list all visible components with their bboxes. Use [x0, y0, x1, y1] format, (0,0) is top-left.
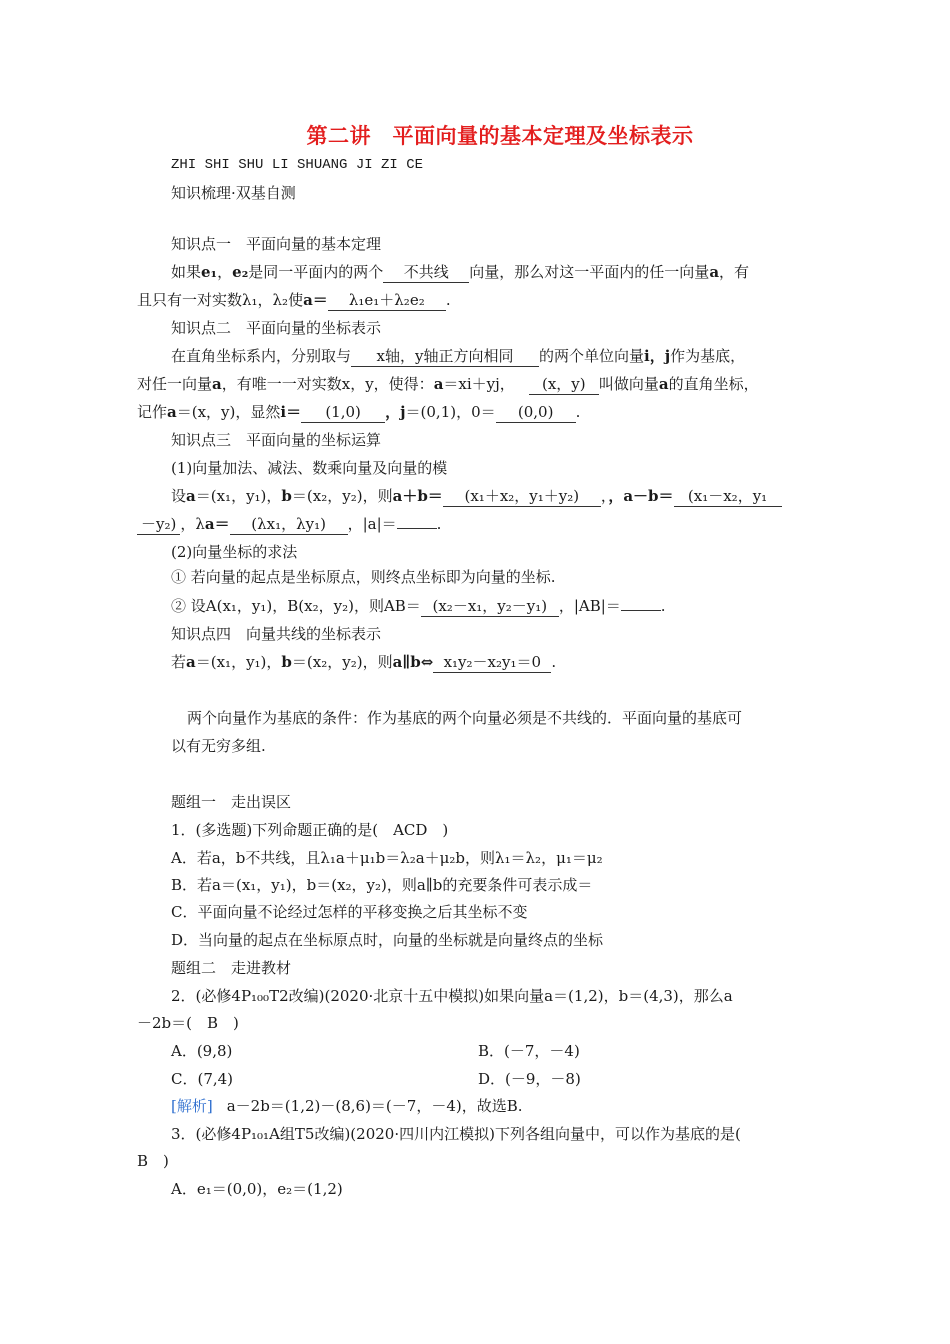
kp3-text: ② 设A(x₁，y₁)，B(x₂，y₂)，则AB＝	[171, 597, 421, 615]
kp4-text: ＝(x₂，y₂)，则	[291, 653, 393, 671]
blank-answer: (x₂－x₁，y₂－y₁)	[421, 596, 559, 617]
a-symbol: a	[658, 375, 669, 393]
q2-analysis	[171, 1096, 523, 1116]
a-symbol: a	[709, 263, 720, 281]
question-3-line1: 3．(必修4P₁₀₁A组T5改编)(2020·四川内江模拟)下列各组向量中，可以作为基底的是(	[171, 1125, 741, 1143]
ij-symbols: i，j	[644, 347, 671, 365]
kp2-text: 叫做向量	[598, 375, 659, 393]
kp1-line1: 如果e₁，e₂是同一平面内的两个 不共线 向量，那么对这一平面内的任一向量a，有	[171, 263, 750, 281]
question-3-line2: B )	[137, 1152, 169, 1170]
kp1-text: 向量，那么对这一平面内的任一向量	[469, 263, 710, 281]
section-heading: 知识梳理·双基自测	[171, 184, 296, 202]
blank-ab-modulus	[621, 610, 661, 611]
kp1-line2	[137, 290, 451, 311]
a-symbol: a＝	[204, 515, 230, 533]
blank-answer: (x，y)	[529, 374, 599, 395]
period: .	[551, 653, 557, 671]
blank-answer: x₁y₂－x₂y₁＝0	[433, 652, 551, 673]
a-symbol: a	[186, 653, 196, 671]
kp2-text: 记作	[137, 403, 168, 421]
e2-symbol: e₂	[232, 263, 249, 281]
blank-answer: (x₁＋x₂，y₁＋y₂)	[443, 486, 601, 507]
b-symbol: b	[281, 653, 292, 671]
q2-option-a: A．(9,8)	[171, 1042, 233, 1060]
note-line2: 以有无穷多组.	[171, 737, 266, 755]
kp3-heading: 知识点三 平面向量的坐标运算	[171, 431, 382, 449]
q2-option-c: C．(7,4)	[171, 1070, 234, 1088]
analysis-tag: [解析]	[171, 1097, 213, 1115]
kp4-text: ＝(x₁，y₁)，	[195, 653, 282, 671]
kp2-line2	[137, 374, 759, 395]
pinyin-heading: ZHI SHI SHU LI SHUANG JI ZI CE	[171, 157, 424, 173]
i-symbol: i＝	[280, 403, 302, 421]
kp2-text: ＝xi＋yj，	[443, 375, 515, 393]
analysis-text: a－2b＝(1,2)－(8,6)＝(－7，－4)，故选B.	[226, 1097, 523, 1115]
lambda-symbols: λ₁，λ₂	[242, 291, 289, 309]
blank-answer: －y₂)	[137, 514, 180, 535]
kp4-text: 若	[171, 653, 187, 671]
kp3-sub1: (1)向量加法、减法、数乘向量及向量的模	[171, 459, 448, 477]
a-plus-b: a＋b＝	[392, 487, 443, 505]
q1-option-a: A．若a，b不共线，且λ₁a＋μ₁b＝λ₂a＋μ₂b，则λ₁＝λ₂，μ₁＝μ₂	[171, 849, 603, 867]
blank-answer: (λx₁，λy₁)	[230, 514, 348, 535]
blank-answer: 不共线	[383, 262, 469, 283]
a-symbol: a	[186, 487, 196, 505]
kp1-heading: 知识点一 平面向量的基本定理	[171, 235, 382, 253]
kp3-text: ，|a|＝	[347, 515, 397, 533]
blank-answer: (0,0)	[496, 402, 576, 423]
kp1-text: 使	[288, 291, 304, 309]
kp2-text: 对任一向量	[137, 375, 213, 393]
e1-symbol: e₁	[201, 263, 218, 281]
kp3-line1	[171, 486, 782, 507]
kp1-text: 是同一平面内的两个	[248, 263, 384, 281]
a-symbol: a＝	[303, 291, 328, 309]
kp2-text: 在直角坐标系内，分别取与	[171, 347, 352, 365]
kp1-text: 且只有一对实数	[137, 291, 243, 309]
question-1: 1．(多选题)下列命题正确的是( ACD )	[171, 821, 449, 839]
kp1-text: ，有	[719, 263, 750, 281]
kp2-line1	[171, 346, 745, 367]
kp3-text: ＝(x₂，y₂)，则	[291, 487, 393, 505]
q2-option-d: D．(－9，－8)	[478, 1070, 581, 1088]
q1-option-b: B．若a＝(x₁，y₁)，b＝(x₂，y₂)，则a∥b的充要条件可表示成＝	[171, 876, 593, 894]
group1-heading: 题组一 走出误区	[171, 793, 292, 811]
kp3-text: ，λ	[180, 515, 205, 533]
collinear-condition: a∥b⇔	[392, 653, 434, 671]
kp2-line3	[137, 402, 580, 423]
period: .	[445, 291, 451, 309]
kp2-text: 的直角坐标，	[668, 375, 759, 393]
kp4-line	[171, 652, 556, 673]
group2-heading: 题组二 走进教材	[171, 959, 292, 977]
kp3-text: ，	[600, 487, 609, 505]
blank-answer: x轴，y轴正方向相同	[351, 346, 539, 367]
kp3-item2	[171, 596, 666, 617]
page-title: 第二讲 平面向量的基本定理及坐标表示	[306, 123, 694, 148]
kp2-text: ，有唯一一对实数x，y，使得：	[221, 375, 434, 393]
period: .	[575, 403, 581, 421]
kp2-text: 作为基底，	[670, 347, 746, 365]
blank-answer: λ₁e₁＋λ₂e₂	[328, 290, 446, 311]
blank-answer: (x₁－x₂，y₁	[674, 486, 782, 507]
q1-option-c: C．平面向量不论经过怎样的平移变换之后其坐标不变	[171, 903, 528, 921]
a-symbol: a	[433, 375, 444, 393]
kp2-text: ＝(x，y)，显然	[176, 403, 281, 421]
b-symbol: b	[281, 487, 292, 505]
period: .	[660, 597, 666, 615]
kp1-text: 如果	[171, 263, 202, 281]
q2-option-b: B．(－7，－4)	[478, 1042, 580, 1060]
note-line1: 两个向量作为基底的条件：作为基底的两个向量必须是不共线的．平面向量的基底可	[187, 709, 743, 727]
kp3-line2	[137, 514, 441, 535]
kp3-text: ＝(x₁，y₁)，	[195, 487, 282, 505]
kp2-text: 的两个单位向量	[539, 347, 645, 365]
q1-option-d: D．当向量的起点在坐标原点时，向量的坐标就是向量终点的坐标	[171, 931, 604, 949]
kp3-item1: ① 若向量的起点是坐标原点，则终点坐标即为向量的坐标.	[171, 568, 556, 586]
a-symbol: a	[167, 403, 177, 421]
kp2-heading: 知识点二 平面向量的坐标表示	[171, 319, 382, 337]
kp3-text: ，|AB|＝	[558, 597, 621, 615]
period: .	[436, 515, 442, 533]
q3-option-a: A．e₁＝(0,0)，e₂＝(1,2)	[171, 1180, 343, 1198]
a-symbol: a	[212, 375, 222, 393]
kp2-text: ＝(0,1)，0＝	[405, 403, 496, 421]
kp3-text: 设	[171, 487, 187, 505]
j-symbol: ，j	[385, 403, 406, 421]
question-2-line1: 2．(必修4P₁₀₀T2改编)(2020·北京十五中模拟)如果向量a＝(1,2)，b＝(4,3)，那么a	[171, 987, 733, 1005]
blank-answer: (1,0)	[301, 402, 385, 423]
question-2-line2: －2b＝( B )	[137, 1014, 239, 1032]
kp3-sub2: (2)向量坐标的求法	[171, 543, 298, 561]
kp4-heading: 知识点四 向量共线的坐标表示	[171, 625, 382, 643]
blank-modulus	[397, 528, 437, 529]
a-minus-b: ，a－b＝	[608, 487, 674, 505]
